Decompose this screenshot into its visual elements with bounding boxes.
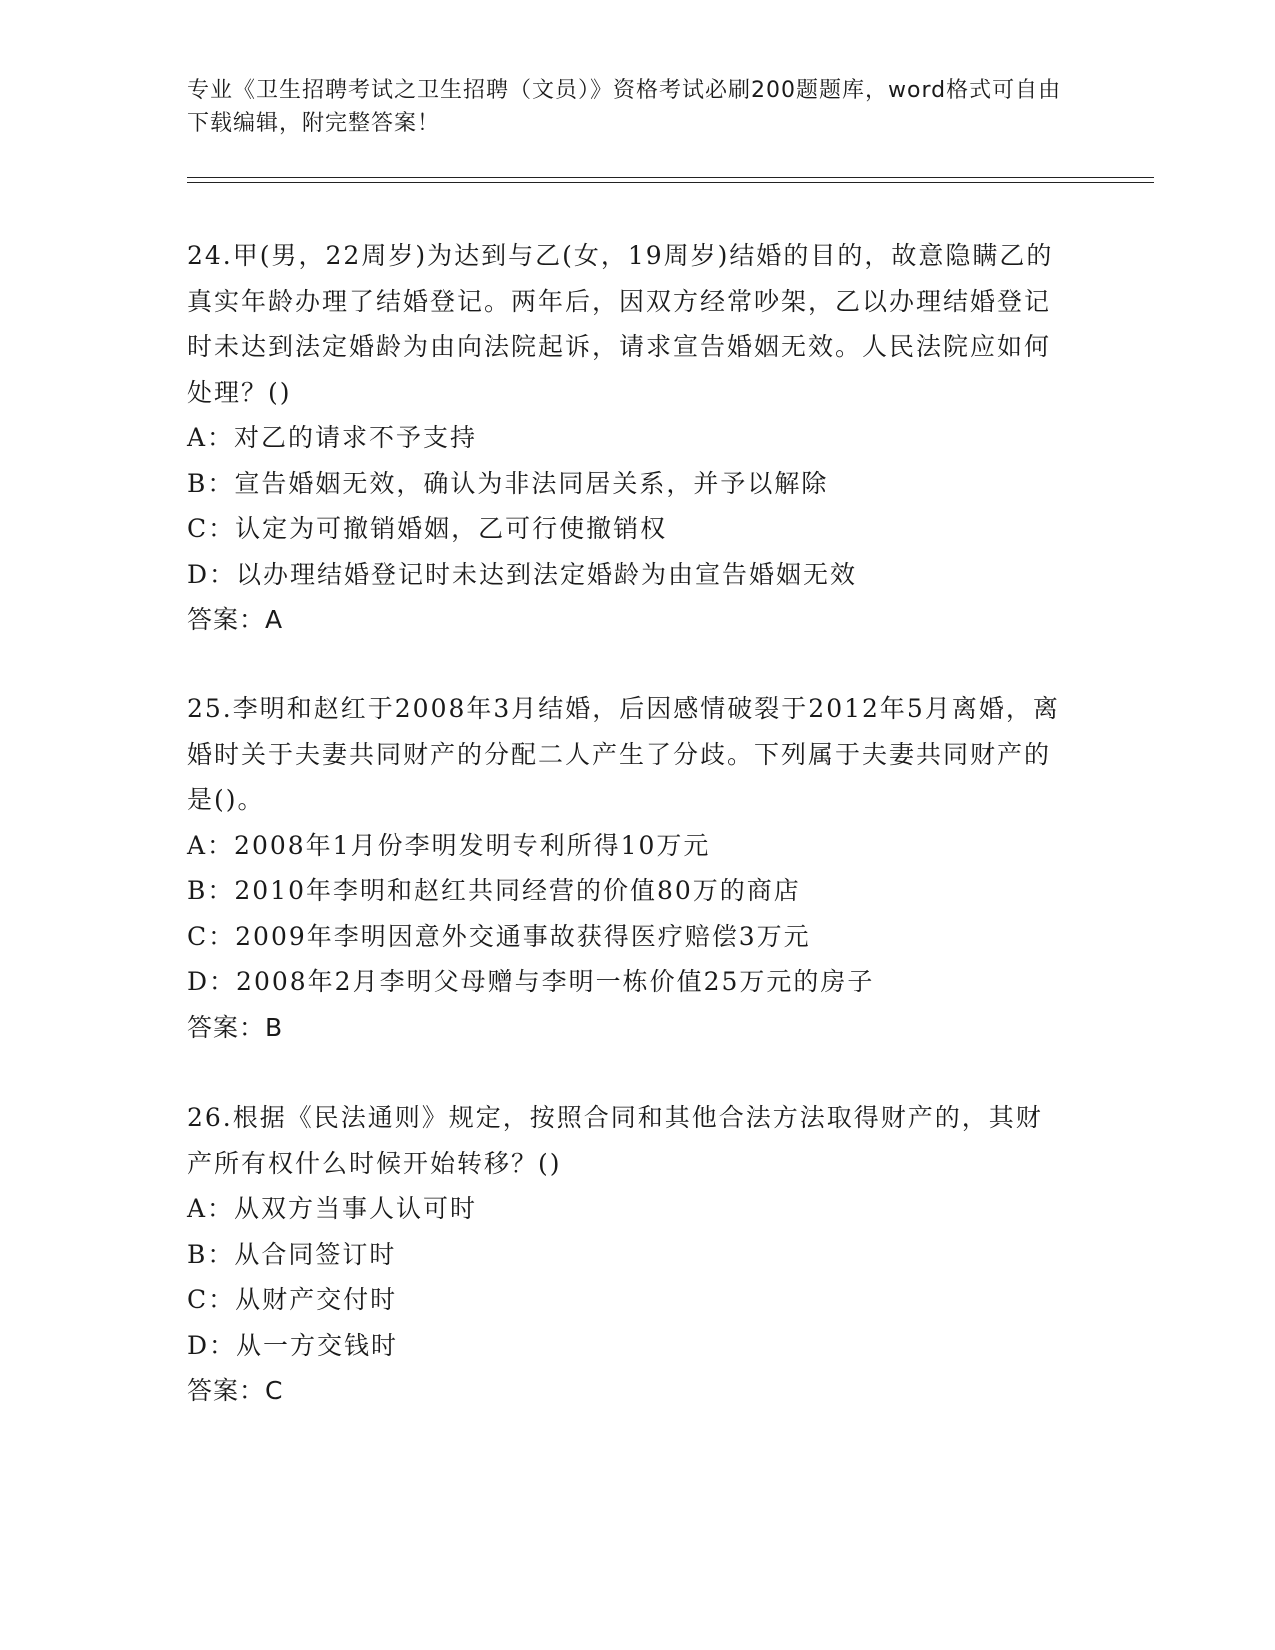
option-c: C：2009年李明因意外交通事故获得医疗赔偿3万元 (187, 921, 811, 951)
answer: 答案：B (187, 1012, 284, 1042)
answer: 答案：A (187, 605, 284, 634)
option-c: C：从财产交付时 (187, 1285, 398, 1314)
option-b: B：宣告婚姻无效，确认为非法同居关系，并予以解除 (187, 468, 829, 498)
option-a: A：从双方当事人认可时 (187, 1194, 478, 1223)
option-d: D：2008年2月李明父母赠与李明一栋价值25万元的房子 (187, 967, 875, 996)
header-divider-bottom (187, 182, 1154, 183)
option-a: A：2008年1月份李明发明专利所得10万元 (187, 830, 711, 860)
option-b: B：从合同签订时 (187, 1239, 397, 1269)
header-divider-top (187, 177, 1154, 178)
question-24 (187, 233, 1067, 643)
option-a: A：对乙的请求不予支持 (187, 423, 478, 452)
document-header: 专业《卫生招聘考试之卫生招聘（文员）》资格考试必刷200题题库，word格式可自由下载编辑，附完整答案！ (187, 78, 1062, 136)
question-26 (187, 1095, 1067, 1414)
answer: 答案：C (187, 1376, 284, 1405)
question-stem: 25.李明和赵红于2008年3月结婚，后因感情破裂于2012年5月离婚，离婚时关于夫妻共同财产的分配二人产生了分歧。下列属于夫妻共同财产的是()。 (187, 694, 1060, 814)
question-25 (187, 686, 1067, 1050)
option-b: B：2010年李明和赵红共同经营的价值80万的商店 (187, 876, 801, 905)
option-d: D：从一方交钱时 (187, 1330, 399, 1360)
option-d: D：以办理结婚登记时未达到法定婚龄为由宣告婚姻无效 (187, 559, 858, 589)
question-stem: 24.甲(男，22周岁)为达到与乙(女，19周岁)结婚的目的，故意隐瞒乙的真实年龄办理了结婚登记。两年后，因双方经常吵架，乙以办理结婚登记时未达到法定婚龄为由向法院起诉，请求宣告婚姻无效。人民法院应如何处理？() (187, 241, 1054, 407)
question-stem: 26.根据《民法通则》规定，按照合同和其他合法方法取得财产的，其财产所有权什么时候开始转移？() (187, 1103, 1043, 1178)
option-c: C：认定为可撤销婚姻，乙可行使撤销权 (187, 514, 668, 543)
